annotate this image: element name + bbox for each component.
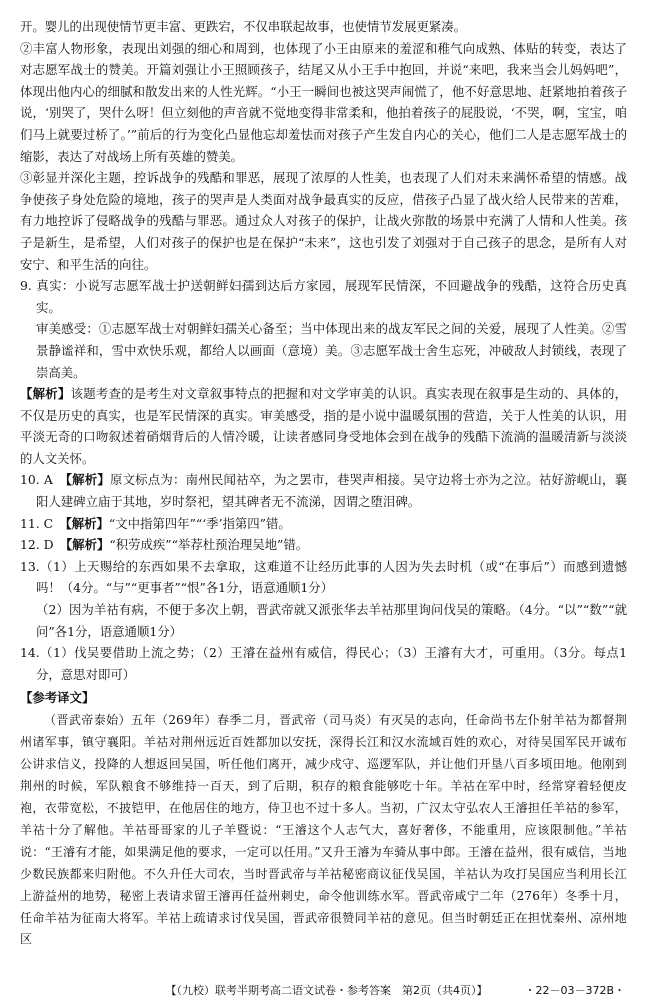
footer-code: ・22－03－372B・	[524, 984, 625, 997]
paragraph-point-2: ②丰富人物形象，表现出刘强的细心和周到，也体现了小王由原来的羞涩和稚气向成熟、体贴的转变，表达了对志愿军战士的赞美。开篇刘强让小王照顾孩子，结尾又从小王手中抱回，并说“来吧，我来当会儿妈妈吧”，体现出他内心的细腻和散发出来的人性光辉。“小王一瞬间也被这哭声闹慌了，他不好意思地、赶紧地拍着孩子说，‘别哭了，哭什么呀！但立刻他的声音就不觉地变得非常柔和，他拍着孩子的屁股说，‘不哭，啊，宝宝，咱们马上就要过桥了。’”前后的行为变化凸显他忘却羞怯而对孩子产生发自内心的关心，他们二人是志愿军战士的缩影，表达了对战场上所有英雄的赞美。	[20, 40, 627, 164]
q9-answer-truth: 9. 真实：小说写志愿军战士护送朝鲜妇孺到达后方家园，展现军民情深，不回避战争的残酷，这符合历史真实。	[20, 278, 627, 315]
analysis-label: 【解析】	[65, 515, 109, 531]
question-10	[20, 469, 627, 512]
translation-heading: 【参考译文】	[20, 690, 95, 706]
q10-answer: 10. A	[20, 472, 53, 488]
question-11	[20, 513, 627, 535]
q9-answer-aesthetic: 审美感受：①志愿军战士对朝鲜妇孺关心备至；当中体现出来的战友军民之间的关爱，展现了人性美。②雪景静谧祥和，雪中欢快乐观，都给人以画面（意境）美。③志愿军战士舍生忘死，冲破敌人封锁线，表现了崇高美。	[36, 321, 627, 380]
q11-analysis-text: “文中指第四年”“‘季’指第四”错。	[108, 515, 291, 531]
q12-answer: 12. D	[20, 537, 54, 553]
q12-analysis-text: “积劳成疾”“举荐杜预治理吴地”错。	[109, 537, 309, 553]
q9-analysis-text: 该题考查的是考生对文章叙事特点的把握和对文学审美的认识。真实表现在叙事是生动的、具体的，不仅是历史的真实，也是军民情深的真实。审美感受，指的是小说中温暖氛围的营造，关于人性美的认识，用平淡无奇的口吻叙述着硝烟背后的人情冷暖，让读者感同身受地体会到在战争的残酷下流淌的温暖清新与淡淡的人文关怀。	[20, 386, 628, 466]
question-14: 14.（1）伐吴要借助上流之势；（2）王濬在益州有威信，得民心；（3）王濬有大才，可重用。（3分。每点1分，意思对即可）	[20, 645, 627, 682]
footer-title: 【（九校）联考半期考高二语文试卷・参考答案 第2页（共4页）】	[165, 984, 488, 997]
q13-part-2: （2）因为羊祜有病，不便于多次上朝，晋武帝就又派张华去羊祜那里询问伐吴的策略。（4分。“以”“数”“就问”各1分，语意通顺1分）	[36, 602, 627, 639]
q10-analysis-text: 原文标点为：南州民闻祜卒，为之罢市，巷哭声相接。吴守边将士亦为之泣。祜好游岘山，襄阳人建碑立庙于其地，岁时祭祀，望其碑者无不流涕，因谓之堕泪碑。	[36, 472, 628, 510]
q9-analysis	[20, 383, 627, 469]
question-12	[20, 534, 627, 556]
q13-part-1: 13.（1）上天赐给的东西如果不去拿取，这难道不让经历此事的人因为失去时机（或“在事后”）而感到遗憾吗！（4分。“与”“更事者”“恨”各1分，语意通顺1分）	[20, 558, 627, 596]
analysis-label: 【解析】	[20, 386, 71, 402]
analysis-label: 【解析】	[65, 472, 110, 488]
question-9	[20, 275, 627, 469]
q11-answer: 11. C	[20, 515, 54, 531]
translation-text: （晋武帝泰始）五年（269年）春季二月，晋武帝（司马炎）有灭吴的志向，任命尚书左仆射羊祜为都督荆州诸军事，镇守襄阳。羊祜对荆州远近百姓都加以安抚，深得长江和汉水流域百姓的欢心，对待吴国军民开诚布公讲求信义，投降的人想返回吴国，听任他们离开，减少戍守、巡逻军队，并让他们开垦八百多顷田地。他刚到荆州的时候，军队粮食不够维持一百天，到了后期，积存的粮食能够吃十年。羊祜在军中时，经常穿着轻便皮袍，衣带宽松，不披铠甲，在他居住的地方，侍卫也不过十多人。当初，广汉太守弘农人王濬担任羊祜的参军，羊祜十分了解他。羊祜哥哥家的儿子羊暨说：“王濬这个人志气大，喜好奢侈，不能重用，应该限制他。”羊祜说：“王濬有才能，如果满足他的要求，一定可以任用。”又升王濬为车骑从事中郎。王濬在益州，很有威信，当地少数民族都来归附他。不久升任大司农，当时晋武帝与羊祜秘密商议征伐吴国，羊祜认为攻打吴国应当利用长江上游益州的地势，秘密上表请求留王濬再任益州刺史，命令他训练水军。晋武帝咸宁二年（276年）冬季十月，任命羊祜为征南大将军。羊祜上疏请求讨伐吴国，晋武帝很赞同羊祜的意见。但当时朝廷正在担忧秦州、凉州地区	[20, 713, 627, 947]
analysis-label: 【解析】	[65, 537, 110, 553]
question-13	[20, 556, 627, 642]
paragraph-intro: 开。婴儿的出现使情节更丰富、更跌宕，不仅串联起故事，也使情节发展更紧凑。	[20, 19, 467, 34]
page-footer	[0, 982, 653, 998]
paragraph-point-3: ③彰显并深化主题，控诉战争的残酷和罪恶，展现了浓厚的人性美，也表现了人们对未来满怀希望的情感。战争使孩子身处危险的境地，孩子的哭声是人类面对战争最真实的反应，借孩子凸显了战火给人民带来的苦难，有力地控诉了侵略战争的残酷与罪恶。通过众人对孩子的保护，让战火弥散的场景中充满了人情和人性美。孩子是新生，是希望，人们对孩子的保护也是在保护“未来”，这也引发了刘强对于自己孩子的思念，是所有人对安宁、和平生活的向往。	[20, 170, 627, 272]
